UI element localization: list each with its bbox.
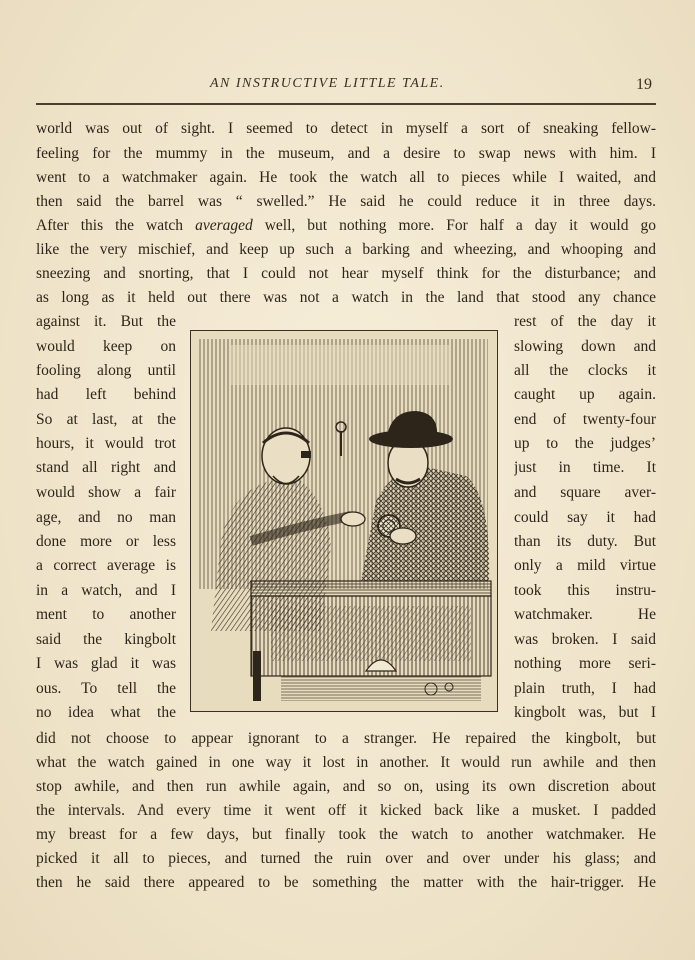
page-number: 19 — [636, 76, 652, 93]
text-line: then said the barrel was “ swelled.” He said he could reduce it in three days. — [36, 193, 656, 210]
illustration-frame — [190, 330, 498, 712]
text-span: well, but nothing more. For half a day it would go — [252, 217, 656, 234]
left-column-line: a correct average is — [36, 557, 176, 574]
left-column-line: no idea what the — [36, 704, 176, 721]
text-line: my breast for a few days, but finally took the watch to another watchmaker. He — [36, 826, 656, 843]
right-column-line: than its duty. But — [514, 533, 656, 550]
text-span: After this the watch — [36, 217, 196, 234]
right-column-line: rest of the day it — [514, 313, 656, 330]
left-column-line: ment to another — [36, 606, 176, 623]
watchmaker-examining-watch-icon — [191, 331, 496, 710]
emphasis-word: averaged — [195, 217, 253, 234]
right-column-line: could say it had — [514, 509, 656, 526]
right-column-line: watchmaker. He — [514, 606, 656, 623]
left-column-line: So at last, at the — [36, 411, 176, 428]
right-column-line: just in time. It — [514, 459, 656, 476]
text-line: picked it all to pieces, and turned the ruin over and over under his glass; and — [36, 850, 656, 867]
left-column-line: ous. To tell the — [36, 680, 176, 697]
right-column-line: and square aver- — [514, 484, 656, 501]
text-line: as long as it held out there was not a watch in the land that stood any chance — [36, 289, 656, 306]
left-column-line: would show a fair — [36, 484, 176, 501]
left-column-line: stand all right and — [36, 459, 176, 476]
text-line: what the watch gained in one way it lost in another. It would run awhile and then — [36, 754, 656, 771]
right-column-line: only a mild virtue — [514, 557, 656, 574]
text-line — [36, 214, 656, 238]
right-column-line: caught up again. — [514, 386, 656, 403]
left-column-line: age, and no man — [36, 509, 176, 526]
right-column-line: all the clocks it — [514, 362, 656, 379]
right-column-line: took this instru- — [514, 582, 656, 599]
left-column-line: done more or less — [36, 533, 176, 550]
text-line: world was out of sight. I seemed to detect in myself a sort of sneaking fellow- — [36, 120, 656, 137]
left-column-line: hours, it would trot — [36, 435, 176, 452]
left-column-line: fooling along until — [36, 362, 176, 379]
left-column-line: I was glad it was — [36, 655, 176, 672]
text-line: went to a watchmaker again. He took the watch all to pieces while I waited, and — [36, 169, 656, 186]
right-column-line: was broken. I said — [514, 631, 656, 648]
left-column-line: would keep on — [36, 338, 176, 355]
right-column-line: plain truth, I had — [514, 680, 656, 697]
left-column-line: against it. But the — [36, 313, 176, 330]
text-line: sneezing and snorting, that I could not hear myself think for the disturbance; and — [36, 265, 656, 282]
right-column-line: end of twenty-four — [514, 411, 656, 428]
text-line: then he said there appeared to be something the matter with the hair-trigger. He — [36, 874, 656, 891]
left-column-line: said the kingbolt — [36, 631, 176, 648]
right-column-line: nothing more seri- — [514, 655, 656, 672]
text-line: like the very mischief, and keep up such a barking and wheezing, and whooping and — [36, 241, 656, 258]
left-column-line: in a watch, and I — [36, 582, 176, 599]
right-column-line: kingbolt was, but I — [514, 704, 656, 721]
text-line: feeling for the mummy in the museum, and a desire to swap news with him. I — [36, 145, 656, 162]
right-column-line: slowing down and — [514, 338, 656, 355]
running-head: AN INSTRUCTIVE LITTLE TALE. — [210, 76, 445, 91]
text-line: the intervals. And every time it went off it kicked back like a musket. I padded — [36, 802, 656, 819]
text-line: did not choose to appear ignorant to a stranger. He repaired the kingbolt, but — [36, 730, 656, 747]
right-column-line: up to the judges’ — [514, 435, 656, 452]
header-rule — [36, 103, 656, 105]
left-column-line: had left behind — [36, 386, 176, 403]
text-line: stop awhile, and then run awhile again, and so on, using its own discretion about — [36, 778, 656, 795]
